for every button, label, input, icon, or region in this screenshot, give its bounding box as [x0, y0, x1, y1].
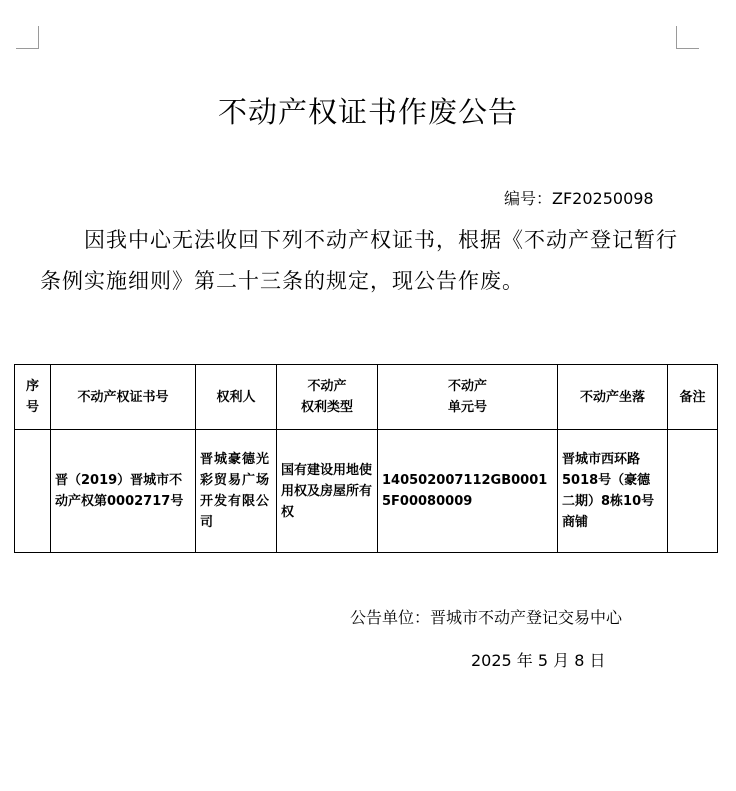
header-owner: 权利人	[196, 365, 277, 430]
header-seq-line1: 序	[25, 379, 39, 394]
crop-mark-top-right	[676, 26, 699, 49]
document-number: 编号：ZF20250098	[504, 189, 654, 208]
header-location: 不动产坐落	[558, 365, 668, 430]
page-title: 不动产权证书作废公告	[217, 95, 518, 129]
issuing-organization: 公告单位：晋城市不动产登记交易中心	[350, 608, 623, 627]
header-seq	[15, 365, 51, 430]
header-unit-no-line2: 单元号	[447, 400, 487, 415]
cell-right-type: 国有建设用地使用权及房屋所有权	[277, 430, 378, 553]
cell-unit-no: 140502007112GB00015F00080009	[378, 430, 558, 553]
header-right-type	[277, 365, 378, 430]
issue-date: 2025 年 5 月 8 日	[471, 651, 606, 670]
header-unit-no-line1: 不动产	[447, 379, 487, 394]
cell-owner: 晋城豪德光彩贸易广场开发有限公司	[196, 430, 277, 553]
header-right-type-line2: 权利类型	[300, 400, 353, 415]
header-seq-line2: 号	[25, 400, 39, 415]
table-row	[15, 430, 718, 553]
certificate-table	[14, 364, 718, 553]
cell-cert-no: 晋（2019）晋城市不动产权第0002717号	[51, 430, 196, 553]
cell-seq	[15, 430, 51, 553]
header-right-type-line1: 不动产	[307, 379, 347, 394]
cell-remarks	[668, 430, 718, 553]
announcement-body: 因我中心无法收回下列不动产权证书，根据《不动产登记暂行条例实施细则》第二十三条的规定，现公告作废。	[40, 228, 678, 293]
table-header-row	[15, 365, 718, 430]
header-unit-no	[378, 365, 558, 430]
header-remarks: 备注	[668, 365, 718, 430]
crop-mark-top-left	[16, 26, 39, 49]
cell-location: 晋城市西环路5018号（豪德二期）8栋10号商铺	[558, 430, 668, 553]
header-cert-no: 不动产权证书号	[51, 365, 196, 430]
